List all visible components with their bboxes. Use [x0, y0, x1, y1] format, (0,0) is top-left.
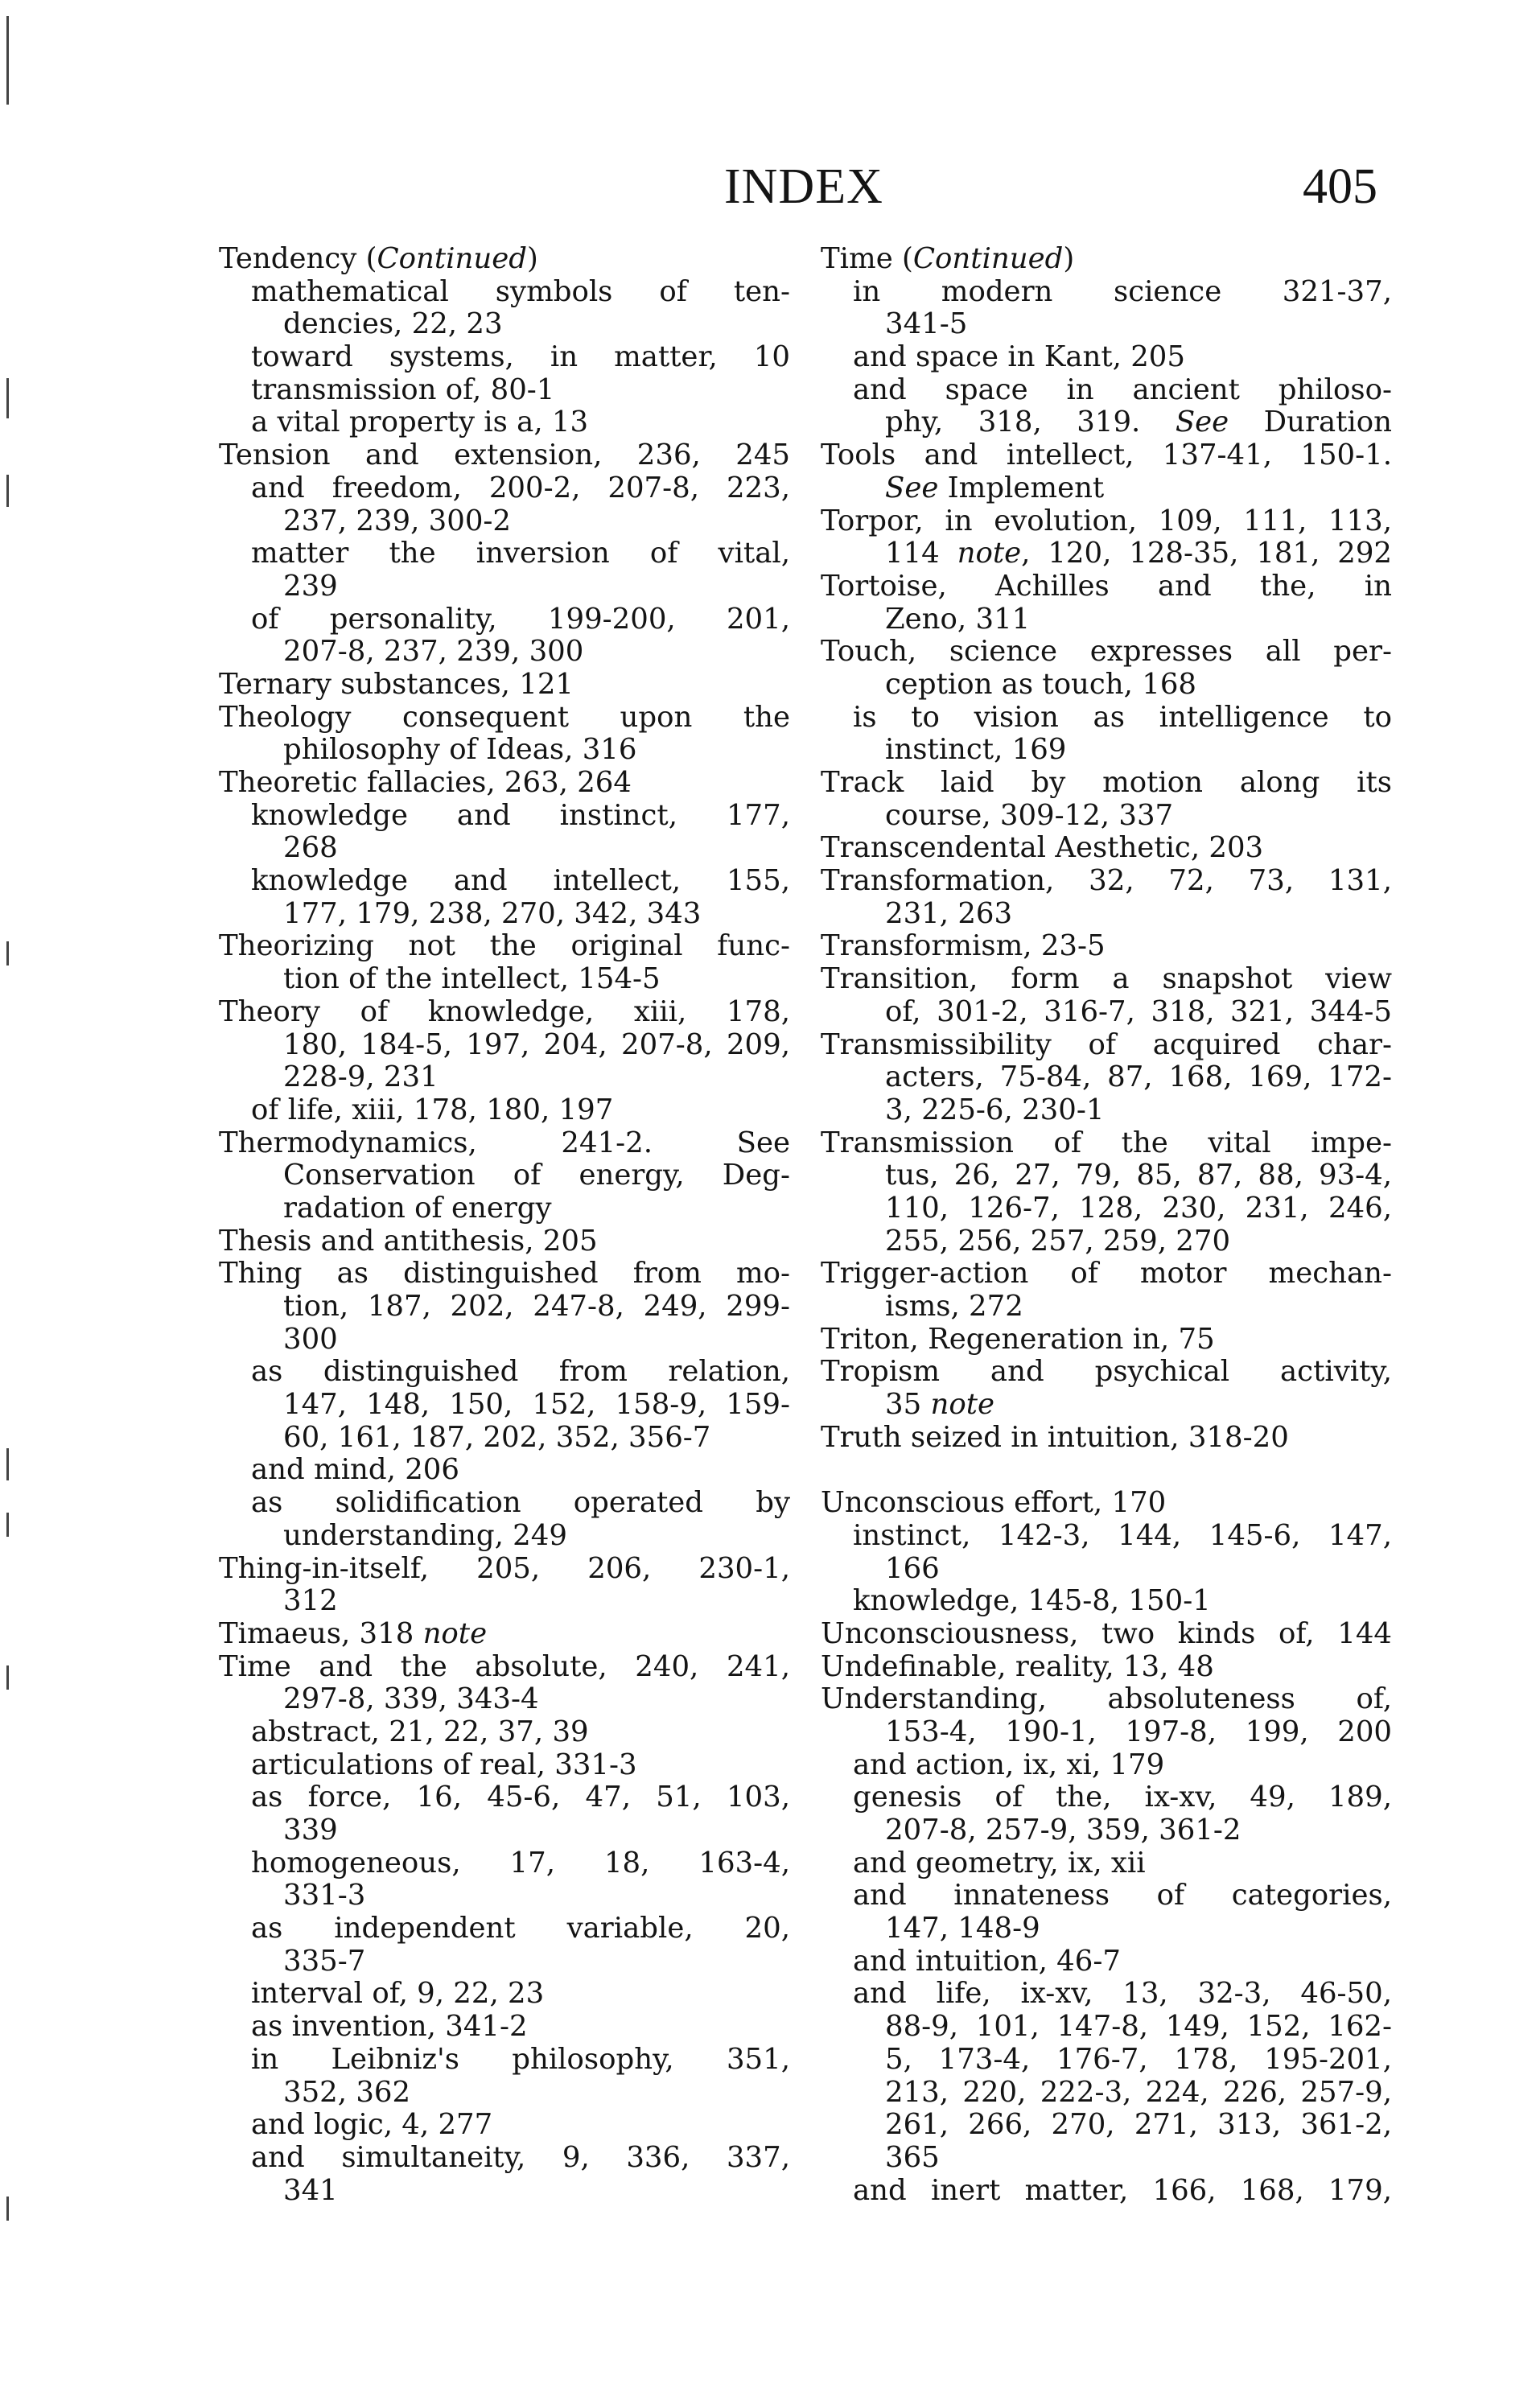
index-subentry: of personality, 199-200, 201, — [251, 603, 790, 636]
index-entry-continuation: 166 — [885, 1552, 940, 1585]
index-subentry: and space in ancient philoso- — [853, 373, 1392, 406]
index-entry-continuation: 213, 220, 222-3, 224, 226, 257-9, — [885, 2076, 1392, 2109]
index-entry: Transformism, 23-5 — [821, 930, 1106, 963]
index-entry-continuation: 35 note — [885, 1389, 994, 1422]
index-entry-continuation: 255, 256, 257, 259, 270 — [885, 1225, 1231, 1258]
index-entry: Transformation, 32, 72, 73, 131, — [821, 865, 1392, 898]
index-entry-continuation: dencies, 22, 23 — [283, 308, 503, 341]
index-entry: Thing-in-itself, 205, 206, 230-1, — [219, 1552, 790, 1585]
index-entry-continuation: radation of energy — [283, 1192, 552, 1225]
index-entry-continuation: ception as touch, 168 — [885, 668, 1196, 701]
index-entry-continuation: 331-3 — [283, 1880, 366, 1912]
index-entry: Track laid by motion along its — [821, 767, 1392, 799]
index-entry-continuation: 114 note, 120, 128-35, 181, 292 — [885, 537, 1392, 570]
index-entry-continuation: tion, 187, 202, 247-8, 249, 299- — [283, 1291, 790, 1323]
index-entry: Theoretic fallacies, 263, 264 — [219, 767, 632, 799]
index-entry-continuation: See Implement — [885, 471, 1105, 504]
index-entry: Touch, science expresses all per- — [821, 636, 1392, 669]
index-entry: Thermodynamics, 241-2. See — [219, 1126, 790, 1159]
index-subentry: genesis of the, ix-xv, 49, 189, — [853, 1781, 1392, 1814]
index-entry: Thesis and antithesis, 205 — [219, 1225, 598, 1258]
index-entry-continuation: 110, 126-7, 128, 230, 231, 246, — [885, 1192, 1392, 1225]
index-entry-continuation: of, 301-2, 316-7, 318, 321, 344-5 — [885, 995, 1392, 1028]
index-subentry: and action, ix, xi, 179 — [853, 1748, 1165, 1781]
index-entry-continuation: tion of the intellect, 154-5 — [283, 963, 661, 996]
index-subentry: and innateness of categories, — [853, 1880, 1392, 1912]
index-subentry: as distinguished from relation, — [251, 1356, 790, 1389]
index-column-right — [821, 243, 1392, 2207]
page-header — [0, 154, 1540, 219]
index-subentry: a vital property is a, 13 — [251, 406, 589, 439]
index-subentry: and logic, 4, 277 — [251, 2109, 493, 2142]
index-entry-continuation: 147, 148, 150, 152, 158-9, 159- — [283, 1389, 790, 1422]
index-entry-continuation: isms, 272 — [885, 1291, 1023, 1323]
index-entry-continuation: 228-9, 231 — [283, 1061, 439, 1094]
index-entry: Trigger-action of motor mechan- — [821, 1258, 1392, 1291]
index-entry-continuation: 231, 263 — [885, 897, 1013, 930]
index-subentry: articulations of real, 331-3 — [251, 1748, 637, 1781]
index-entry-continuation: instinct, 169 — [885, 734, 1067, 767]
index-subentry: of life, xiii, 178, 180, 197 — [251, 1093, 614, 1126]
index-subentry: and geometry, ix, xii — [853, 1847, 1146, 1880]
index-subentry: is to vision as intelligence to — [853, 701, 1392, 734]
index-entry-continuation: 365 — [885, 2141, 940, 2174]
index-subentry: and life, ix-xv, 13, 32-3, 46-50, — [853, 1978, 1392, 2011]
index-entry-continuation: 339 — [283, 1814, 338, 1847]
index-subentry: mathematical symbols of ten- — [251, 275, 790, 308]
index-entry: Transmission of the vital impe- — [821, 1126, 1392, 1159]
index-subentry: and space in Kant, 205 — [853, 341, 1185, 374]
index-subentry: and inert matter, 166, 168, 179, — [853, 2174, 1392, 2207]
index-entry: Tortoise, Achilles and the, in — [821, 570, 1392, 603]
index-entry: Theology consequent upon the — [219, 701, 790, 734]
entry-spacer — [821, 1454, 1392, 1487]
index-entry: Time (Continued) — [821, 243, 1075, 275]
index-entry-continuation: 147, 148-9 — [885, 1912, 1040, 1945]
index-subentry: as independent variable, 20, — [251, 1912, 790, 1945]
index-entry-continuation: phy, 318, 319. See Duration — [885, 406, 1392, 439]
index-entry: Transcendental Aesthetic, 203 — [821, 832, 1264, 865]
index-entry-continuation: 180, 184-5, 197, 204, 207-8, 209, — [283, 1028, 790, 1061]
index-entry-continuation: 312 — [283, 1585, 338, 1618]
index-entry: Tools and intellect, 137-41, 150-1. — [821, 439, 1392, 472]
index-entry-continuation: Zeno, 311 — [885, 603, 1031, 636]
index-subentry: and intuition, 46-7 — [853, 1945, 1121, 1978]
index-subentry: toward systems, in matter, 10 — [251, 341, 790, 374]
index-entry: Torpor, in evolution, 109, 111, 113, — [821, 504, 1392, 537]
index-subentry: knowledge and instinct, 177, — [251, 799, 790, 832]
index-entry: Ternary substances, 121 — [219, 668, 574, 701]
index-entry-continuation: Conservation of energy, Deg- — [283, 1159, 790, 1192]
index-entry-continuation: 153-4, 190-1, 197-8, 199, 200 — [885, 1715, 1392, 1748]
index-entry-continuation: 239 — [283, 570, 338, 603]
index-entry: Theorizing not the original func- — [219, 930, 790, 963]
index-entry: Tendency (Continued) — [219, 243, 538, 275]
index-entry-continuation: 335-7 — [283, 1945, 366, 1978]
index-entry-continuation: 237, 239, 300-2 — [283, 504, 511, 537]
index-entry-continuation: 88-9, 101, 147-8, 149, 152, 162- — [885, 2011, 1392, 2044]
index-entry-continuation: 268 — [283, 832, 338, 865]
index-subentry: knowledge and intellect, 155, — [251, 865, 790, 898]
index-entry: Tension and extension, 236, 245 — [219, 439, 790, 472]
index-entry: Triton, Regeneration in, 75 — [821, 1323, 1215, 1356]
index-subentry: instinct, 142-3, 144, 145-6, 147, — [853, 1519, 1392, 1552]
index-entry: Time and the absolute, 240, 241, — [219, 1650, 790, 1683]
index-subentry: in Leibniz's philosophy, 351, — [251, 2043, 790, 2076]
index-entry-continuation: 3, 225-6, 230-1 — [885, 1093, 1105, 1126]
index-subentry: and simultaneity, 9, 336, 337, — [251, 2141, 790, 2174]
index-entry-continuation: 300 — [283, 1323, 338, 1356]
index-subentry: knowledge, 145-8, 150-1 — [853, 1585, 1211, 1618]
index-subentry: matter the inversion of vital, — [251, 537, 790, 570]
index-entry: Tropism and psychical activity, — [821, 1356, 1392, 1389]
index-entry: Unconscious effort, 170 — [821, 1487, 1167, 1520]
index-entry-continuation: 60, 161, 187, 202, 352, 356-7 — [283, 1421, 711, 1454]
index-entry-continuation: 341-5 — [885, 308, 968, 341]
index-entry-continuation: 341 — [283, 2174, 338, 2207]
index-entry-continuation: 207-8, 257-9, 359, 361-2 — [885, 1814, 1241, 1847]
scan-edge-marks — [0, 0, 32, 2388]
index-entry-continuation: course, 309-12, 337 — [885, 799, 1174, 832]
index-entry: Unconsciousness, two kinds of, 144 — [821, 1617, 1392, 1650]
index-column-left — [219, 243, 790, 2207]
index-subentry: interval of, 9, 22, 23 — [251, 1978, 545, 2011]
index-entry-continuation: 5, 173-4, 176-7, 178, 195-201, — [885, 2043, 1392, 2076]
index-entry: Transmissibility of acquired char- — [821, 1028, 1392, 1061]
index-entry: Thing as distinguished from mo- — [219, 1258, 790, 1291]
running-head: INDEX — [724, 159, 883, 214]
index-entry-continuation: tus, 26, 27, 79, 85, 87, 88, 93-4, — [885, 1159, 1392, 1192]
index-entry-continuation: 297-8, 339, 343-4 — [283, 1683, 539, 1716]
index-entry: Truth seized in intuition, 318-20 — [821, 1421, 1289, 1454]
index-entry: Timaeus, 318 note — [219, 1617, 488, 1650]
index-entry-continuation: 261, 266, 270, 271, 313, 361-2, — [885, 2109, 1392, 2142]
index-subentry: as solidification operated by — [251, 1487, 790, 1520]
index-entry-continuation: 177, 179, 238, 270, 342, 343 — [283, 897, 702, 930]
index-subentry: as invention, 341-2 — [251, 2011, 528, 2044]
index-entry: Theory of knowledge, xiii, 178, — [219, 995, 790, 1028]
index-entry: Transition, form a snapshot view — [821, 963, 1392, 996]
index-entry-continuation: 352, 362 — [283, 2076, 411, 2109]
index-subentry: as force, 16, 45-6, 47, 51, 103, — [251, 1781, 790, 1814]
index-subentry: abstract, 21, 22, 37, 39 — [251, 1715, 589, 1748]
index-subentry: and mind, 206 — [251, 1454, 459, 1487]
index-subentry: in modern science 321-37, — [853, 275, 1392, 308]
index-subentry: homogeneous, 17, 18, 163-4, — [251, 1847, 790, 1880]
index-subentry: transmission of, 80-1 — [251, 373, 555, 406]
index-subentry: and freedom, 200-2, 207-8, 223, — [251, 471, 790, 504]
page-number: 405 — [1303, 159, 1377, 214]
index-entry-continuation: 207-8, 237, 239, 300 — [283, 636, 584, 669]
index-entry-continuation: philosophy of Ideas, 316 — [283, 734, 637, 767]
index-entry: Undefinable, reality, 13, 48 — [821, 1650, 1214, 1683]
index-entry-continuation: acters, 75-84, 87, 168, 169, 172- — [885, 1061, 1392, 1094]
index-entry-continuation: understanding, 249 — [283, 1519, 567, 1552]
index-entry: Understanding, absoluteness of, — [821, 1683, 1392, 1716]
